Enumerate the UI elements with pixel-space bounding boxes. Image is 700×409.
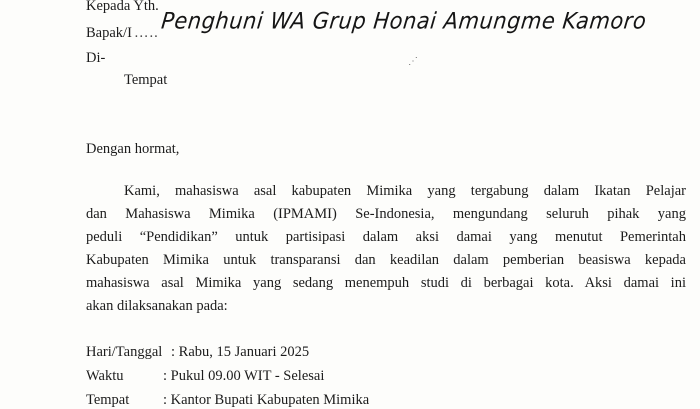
addressee-dots: ….. bbox=[134, 25, 159, 41]
greeting: Dengan hormat, bbox=[86, 141, 180, 157]
detail-value-date: : Rabu, 15 Januari 2025 bbox=[171, 344, 310, 360]
di-label: Di- bbox=[86, 50, 106, 66]
body-line-3: peduli “Pendidikan” untuk partisipasi dalam aksi damai yang menutut Pemerintah bbox=[86, 229, 686, 245]
body-line-6: akan dilaksanakan pada: bbox=[86, 298, 228, 314]
addressee-handwritten: Penghuni WA Grup Honai Amungme Kamoro bbox=[160, 8, 648, 35]
detail-label-time: Waktu bbox=[86, 368, 124, 384]
detail-value-time: : Pukul 09.00 WIT - Selesai bbox=[163, 368, 325, 384]
salutation-to: Kepada Yth. bbox=[86, 0, 159, 14]
body-line-2: dan Mahasiswa Mimika (IPMAMI) Se-Indonesia, mengundang seluruh pihak yang bbox=[86, 206, 686, 222]
body-line-4: Kabupaten Mimika untuk transparansi dan keadilan dalam pemberian beasiswa kepada bbox=[86, 252, 686, 268]
paper-speck: ⋰ bbox=[408, 56, 418, 67]
detail-label-date: Hari/Tanggal bbox=[86, 344, 163, 360]
place-label: Tempat bbox=[124, 72, 168, 88]
cropped-bottom-line bbox=[0, 392, 700, 408]
body-line-5: mahasiswa asal Mimika yang sedang menempuh studi di berbagai kota. Aksi damai ini bbox=[86, 275, 686, 291]
detail-value-place: : Kantor Bupati Kabupaten Mimika bbox=[163, 392, 370, 408]
addressee-label: Bapak/I bbox=[86, 25, 132, 41]
detail-label-place: Tempat bbox=[86, 392, 130, 408]
body-line-1: Kami, mahasiswa asal kabupaten Mimika yang tergabung dalam Ikatan Pelajar bbox=[124, 183, 686, 199]
